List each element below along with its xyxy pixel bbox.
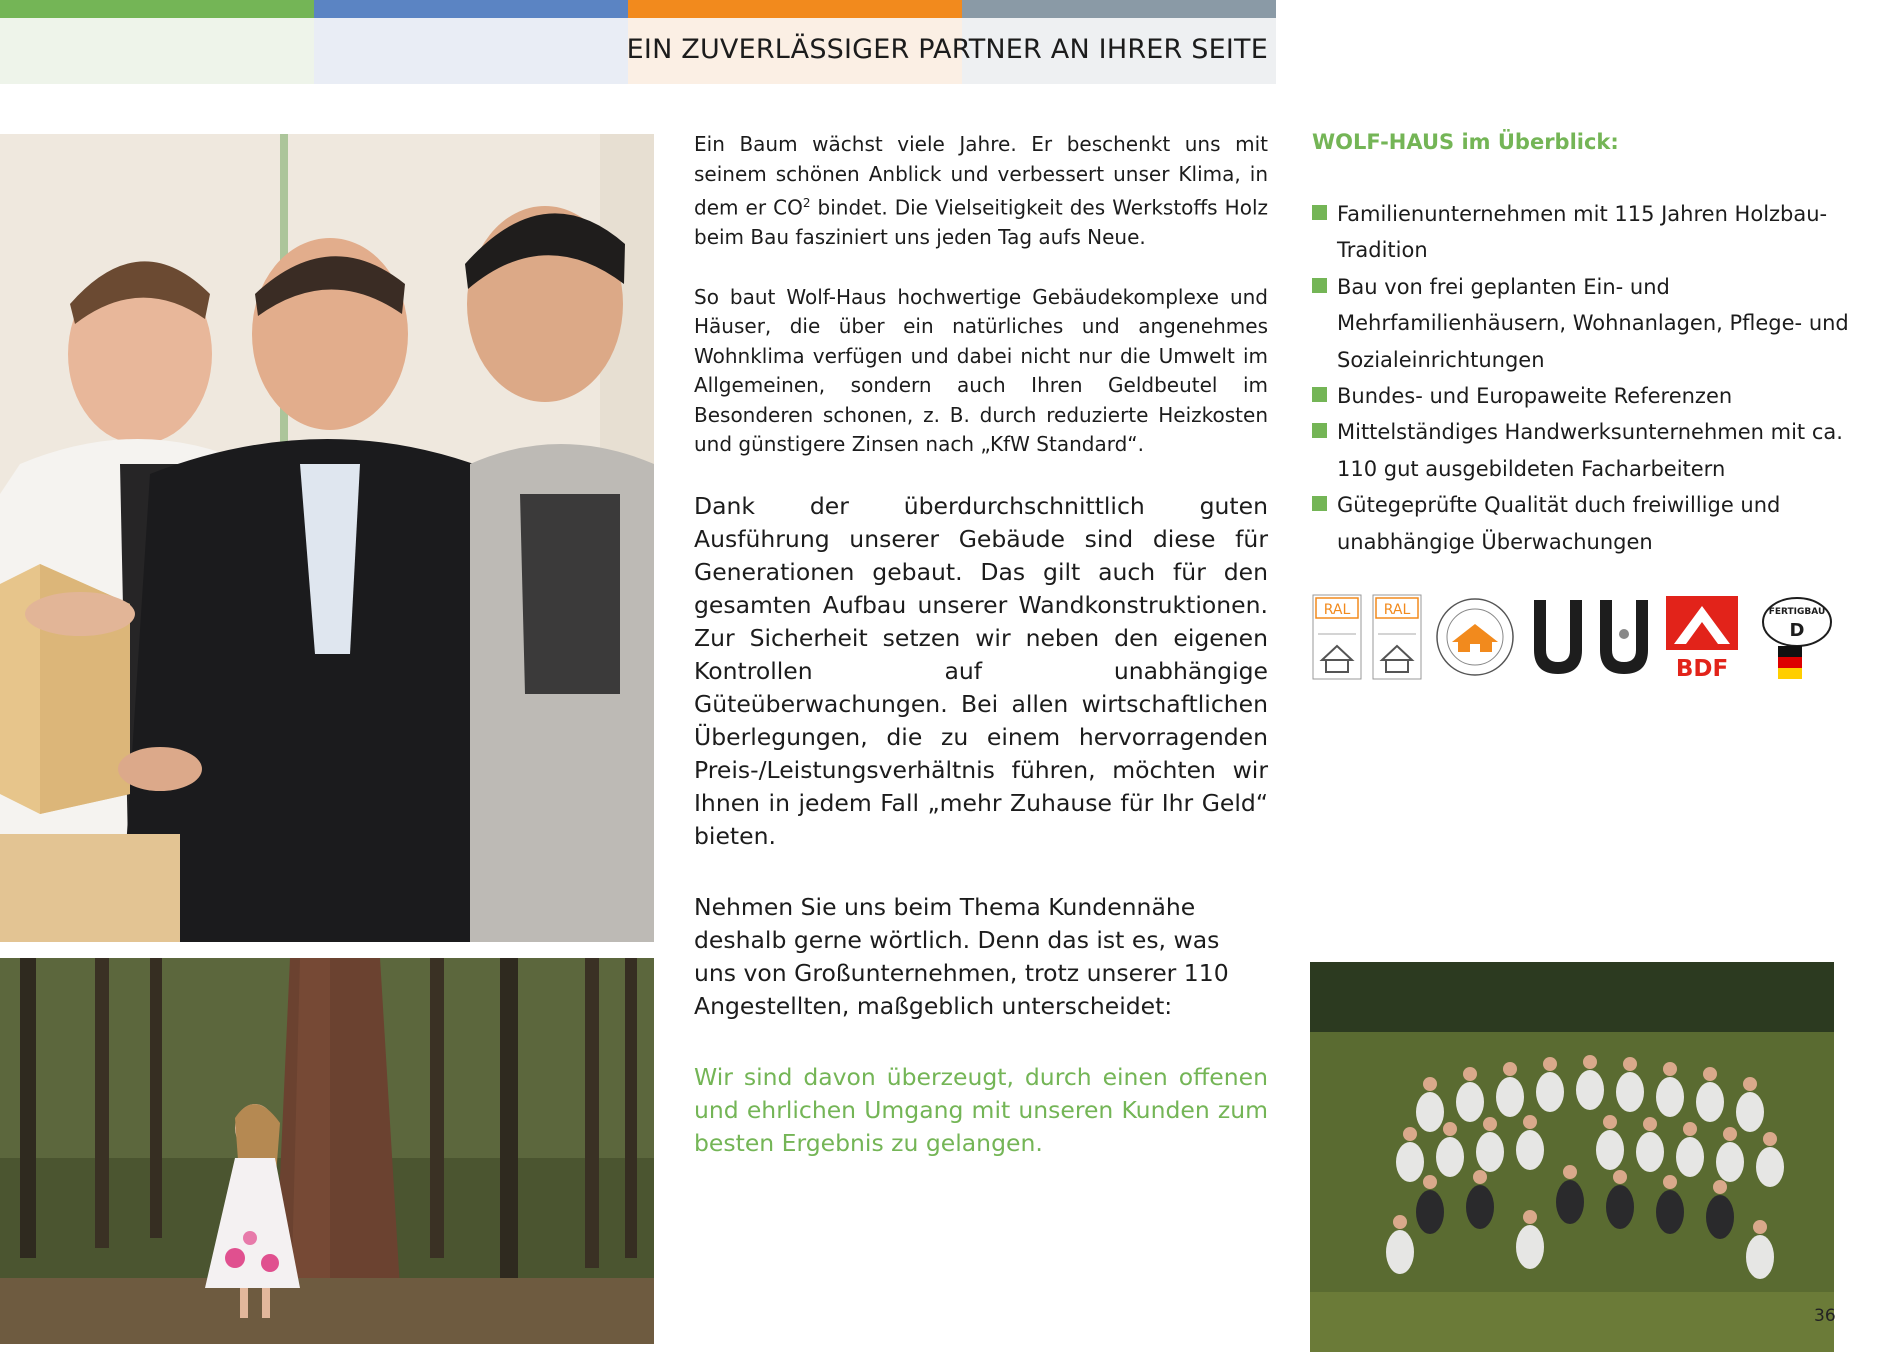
header-band-green <box>0 18 314 84</box>
ral-seal-1 <box>1312 594 1362 684</box>
d-mark-label: D <box>1789 620 1805 641</box>
co2-subscript: 2 <box>802 196 811 210</box>
ral-seal-2 <box>1372 594 1422 684</box>
fertigbau-label: FERTIGBAU <box>1768 607 1826 617</box>
header-bar-gray <box>962 0 1276 18</box>
fertigbau-seal <box>1760 596 1834 684</box>
list-item <box>1312 269 1852 378</box>
closing-statement: Wir sind davon überzeugt, durch einen offenen und ehrlichen Umgang mit unseren Kunden zum besten Ergebnis zu gelangen. <box>694 1062 1268 1157</box>
ral-seal-2-label: RAL <box>1383 602 1411 618</box>
intro-paragraph-1 <box>694 130 1268 253</box>
intro-paragraph-3: Dank der überdurchschnittlich guten Ausführung unserer Gebäude sind diese für Generationen gebaut. Das gilt auch für den gesamten Aufbau unserer Wandkonstruktionen. Zur Sicherheit setzen wir neben den eigenen Kontrollen auf unabhängige Güteüberwachungen. Bei allen wirtschaftlichen Überlegungen, die zu einem hervorragenden Preis-/Leistungsverhältnis führen, möchten wir Ihnen in jedem Fall „mehr Zuhause für Ihr Geld“ bieten. <box>694 491 1268 850</box>
intro-paragraph-2: So baut Wolf-Haus hochwertige Gebäudekomplexe und Häuser, die über ein natürliches und angenehmes Wohnklima verfügen und dabei nicht nur die Umwelt im Allgemeinen, sondern auch Ihren Geldbeutel im Besonderen schonen, z. B. durch reduzierte Heizkosten und günstigere Zinsen nach „KfW Standard“. <box>694 284 1268 457</box>
intro-paragraph-1-end: bindet. Die Vielseitigkeit des Werkstoffs Holz beim Bau fasziniert uns jeden Tag aufs Neue. <box>694 195 1268 250</box>
intro-paragraph-4: Nehmen Sie uns beim Thema Kundennähe deshalb gerne wörtlich. Denn das ist es, was uns von Großunternehmen, trotz unserer 110 Angestellten, maßgeblich unterscheidet: <box>694 892 1229 1020</box>
workers-photo <box>0 134 654 942</box>
u-mark-1-label: Ü <box>1555 597 1561 604</box>
header-band-blue <box>314 18 628 84</box>
u-mark-2-label: Ü <box>1621 597 1627 604</box>
bdf-label: BDF <box>1675 656 1729 680</box>
u-mark-seal-1 <box>1530 594 1586 684</box>
list-item-text: Bundes- und Europaweite Referenzen <box>1337 384 1733 409</box>
header-bar-blue <box>314 0 628 18</box>
list-item-text: Familienunternehmen mit 115 Jahren Holzbau-Tradition <box>1337 202 1828 263</box>
bullet-square-icon <box>1312 205 1327 220</box>
overview-title: WOLF-HAUS im Überblick: <box>1312 130 1619 154</box>
list-item <box>1312 414 1852 487</box>
u-mark-seal-2 <box>1596 594 1652 684</box>
list-item-text: Gütegeprüfte Qualität duch freiwillige und unabhängige Überwachungen <box>1337 493 1781 554</box>
bullet-square-icon <box>1312 496 1327 511</box>
list-item <box>1312 487 1852 560</box>
list-item-text: Bau von frei geplanten Ein- und Mehrfamilienhäusern, Wohnanlagen, Pflege- und Sozialeinrichtungen <box>1337 274 1849 372</box>
page-number: 36 <box>1814 1306 1836 1326</box>
list-item <box>1312 378 1852 414</box>
body-text-column <box>694 130 1268 1160</box>
list-item-text: Mittelständiges Handwerksunternehmen mit ca. 110 gut ausgebildeten Facharbeitern <box>1337 420 1843 481</box>
bullet-square-icon <box>1312 423 1327 438</box>
bullet-square-icon <box>1312 278 1327 293</box>
forest-photo <box>0 958 654 1344</box>
page-title: EIN ZUVERLÄSSIGER PARTNER AN IHRER SEITE <box>626 34 1268 65</box>
guetegemeinschaft-seal <box>1434 596 1516 682</box>
bullet-square-icon <box>1312 387 1327 402</box>
overview-list <box>1312 196 1852 560</box>
header-bar-green <box>0 0 314 18</box>
ral-seal-1-label: RAL <box>1323 602 1351 618</box>
bdf-seal <box>1664 594 1740 684</box>
header-bar-orange <box>628 0 962 18</box>
list-item <box>1312 196 1852 269</box>
team-photo <box>1310 962 1834 1352</box>
intro-paragraph-1-text: Ein Baum wächst viele Jahre. Er beschenkt uns mit seinem schönen Anblick und verbessert unser Klima, in dem er CO <box>694 132 1268 220</box>
